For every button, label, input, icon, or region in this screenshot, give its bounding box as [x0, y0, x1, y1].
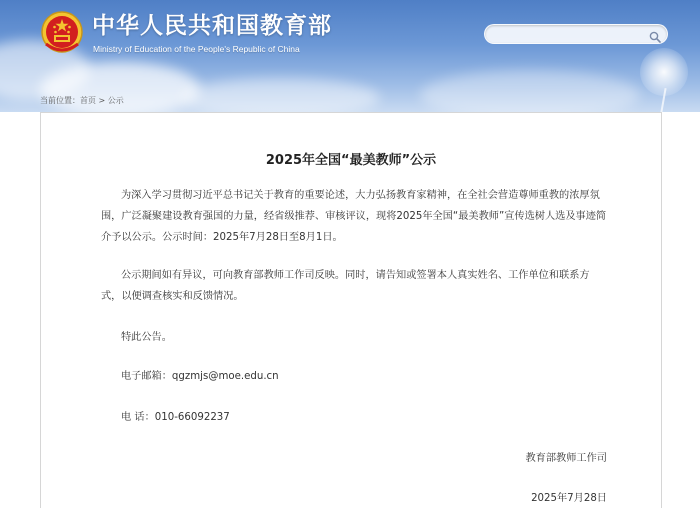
breadcrumb-current-link[interactable]: 公示: [107, 96, 124, 105]
search-input[interactable]: [485, 29, 645, 47]
search-icon[interactable]: [649, 28, 661, 40]
header-cloud: [420, 70, 640, 112]
paragraph-text: 公示期间如有异议，可向教育部教师工作司反映。同时，请告知或签署本人真实姓名、工作单位和联系方式，以便调查核实和反馈情况。: [101, 270, 590, 302]
article-title: 2025年全国“最美教师”公示: [265, 153, 437, 168]
article-container: [40, 112, 662, 508]
signature-date: 2025年7月28日: [531, 493, 607, 504]
closing-statement: 特此公告。: [121, 332, 172, 343]
breadcrumb-prefix: 当前位置：: [40, 96, 80, 105]
contact-phone: 电 话：010-66092237: [121, 412, 230, 423]
breadcrumb: [40, 95, 124, 106]
article-paragraph: [101, 265, 609, 307]
paragraph-text: 为深入学习贯彻习近平总书记关于教育的重要论述，大力弘扬教育家精神，在全社会营造尊师重教的浓厚氛围，广泛凝聚建设教育强国的力量，经省级推荐、审核评议，现将2025年全国“最美教师”宣传选树人选及事迹简介予以公示。公示时间：2025年7月28日至8月1日。: [101, 190, 607, 243]
breadcrumb-separator: >: [96, 96, 108, 105]
search-box: [484, 24, 668, 44]
breadcrumb-home-link[interactable]: 首页: [80, 96, 96, 105]
site-subtitle: Ministry of Education of the People's Republic of China: [93, 44, 300, 54]
site-title: 中华人民共和国教育部: [92, 13, 332, 39]
signature-organization: 教育部教师工作司: [525, 453, 607, 464]
national-emblem-icon[interactable]: [40, 10, 84, 56]
article-paragraph: [101, 185, 609, 248]
contact-email: 电子邮箱：qgzmjs@moe.edu.cn: [121, 371, 279, 382]
header-cloud: [180, 78, 380, 112]
